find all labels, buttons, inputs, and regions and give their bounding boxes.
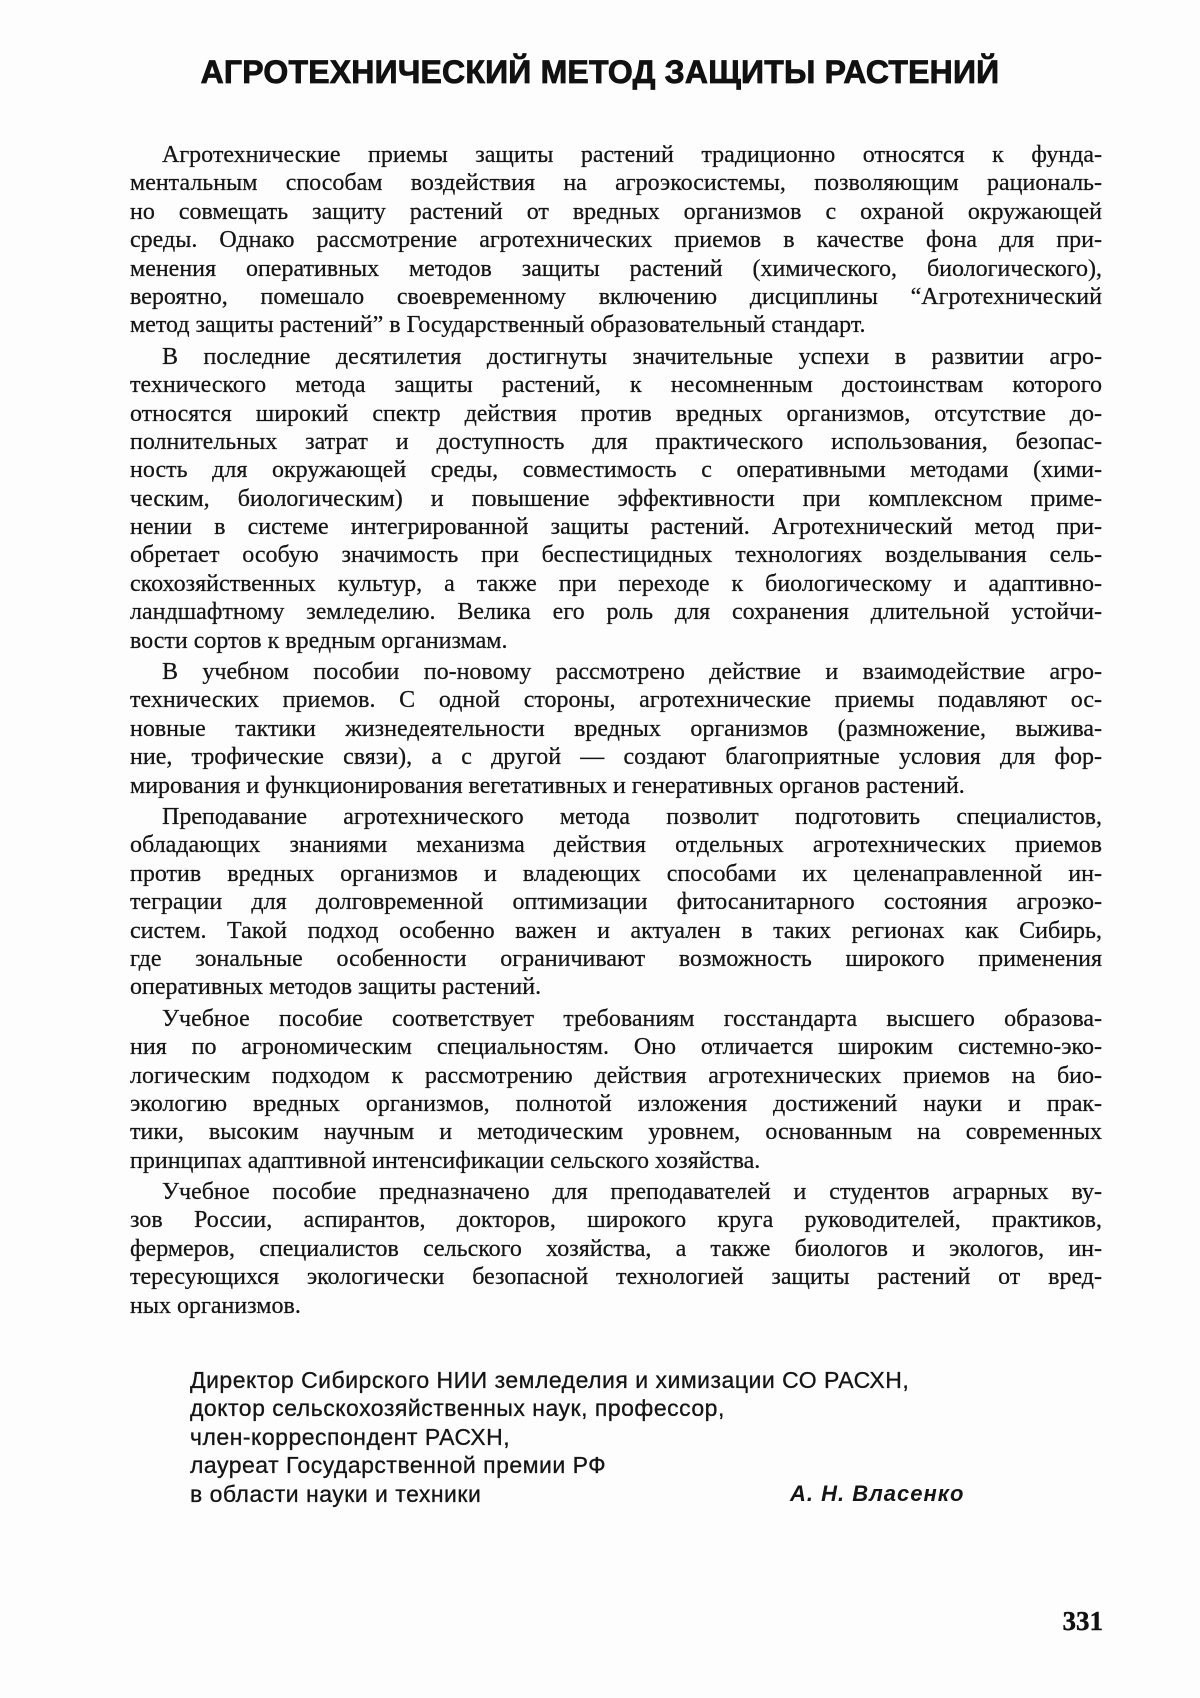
text-line: В учебном пособии по-новому рассмотрено действие и взаимодействие агро- [130, 658, 1102, 686]
text-line: относятся широкий спектр действия против вредных организмов, отсутствие до- [130, 400, 1102, 428]
text-line: логическим подходом к рассмотрению действия агротехнических приемов на био- [130, 1062, 1102, 1090]
body-text [130, 141, 1102, 1320]
text-line: ность для окружающей среды, совместимость с оперативными методами (хими- [130, 456, 1102, 484]
text-line: Учебное пособие предназначено для преподавателей и студентов аграрных ву- [130, 1178, 1102, 1206]
text-line: ния по агрономическим специальностям. Оно отличается широким системно-эко- [130, 1033, 1102, 1061]
text-line: Преподавание агротехнического метода позволит подготовить специалистов, [130, 803, 1102, 831]
body-paragraph [130, 141, 1102, 340]
text-line: где зональные особенности ограничивают возможность широкого применения [130, 945, 1102, 973]
text-line: нении в системе интегрированной защиты растений. Агротехнический метод при- [130, 513, 1102, 541]
text-line: технических приемов. С одной стороны, агротехнические приемы подавляют ос- [130, 686, 1102, 714]
text-line: тики, высоким научным и методическим уровнем, основанным на современных [130, 1118, 1102, 1146]
text-line: тересующихся экологически безопасной технологией защиты растений от вред- [130, 1263, 1102, 1291]
text-line: менения оперативных методов защиты растений (химического, биологического), [130, 255, 1102, 283]
text-line: обретает особую значимость при беспестицидных технологиях возделывания сель- [130, 541, 1102, 569]
signature-line: лауреат Государственной премии РФ [190, 1451, 909, 1479]
text-line: теграции для долговременной оптимизации фитосанитарного состояния агроэко- [130, 888, 1102, 916]
text-line: ние, трофические связи), а с другой — создают благоприятные условия для фор- [130, 743, 1102, 771]
text-line: фермеров, специалистов сельского хозяйства, а также биологов и экологов, ин- [130, 1235, 1102, 1263]
text-line: против вредных организмов и владеющих способами их целенаправленной ин- [130, 860, 1102, 888]
body-paragraph [130, 803, 1102, 1002]
text-line: ческим, биологическим) и повышение эффективности при комплексном приме- [130, 485, 1102, 513]
text-line: технического метода защиты растений, к несомненным достоинствам которого [130, 371, 1102, 399]
text-line: ландшафтному земледелию. Велика его роль для сохранения длительной устойчи- [130, 598, 1102, 626]
text-line: Учебное пособие соответствует требованиям госстандарта высшего образова- [130, 1005, 1102, 1033]
text-line: зов России, аспирантов, докторов, широкого круга руководителей, практиков, [130, 1206, 1102, 1234]
document-page [0, 0, 1200, 1698]
page-title: АГРОТЕХНИЧЕСКИЙ МЕТОД ЗАЩИТЫ РАСТЕНИЙ [0, 52, 1200, 92]
text-line: новные тактики жизнедеятельности вредных организмов (размножение, выжива- [130, 715, 1102, 743]
text-line: вероятно, помешало своевременному включению дисциплины “Агротехнический [130, 283, 1102, 311]
page-number: 331 [1063, 1605, 1104, 1637]
text-line: экологию вредных организмов, полнотой изложения достижений науки и прак- [130, 1090, 1102, 1118]
text-line: принципах адаптивной интенсификации сельского хозяйства. [130, 1147, 1102, 1175]
text-line: оперативных методов защиты растений. [130, 973, 1102, 1001]
signature-line: в области науки и техники [190, 1480, 909, 1508]
body-paragraph [130, 1005, 1102, 1175]
text-line: обладающих знаниями механизма действия отдельных агротехнических приемов [130, 831, 1102, 859]
text-line: систем. Такой подход особенно важен и актуален в таких регионах как Сибирь, [130, 917, 1102, 945]
text-line: мирования и функционирования вегетативных и генеративных органов растений. [130, 772, 1102, 800]
signature-line: член-корреспондент РАСХН, [190, 1423, 909, 1451]
text-line: ментальным способам воздействия на агроэкосистемы, позволяющим рациональ- [130, 169, 1102, 197]
text-line: метод защиты растений” в Государственный образовательный стандарт. [130, 311, 1102, 339]
body-paragraph [130, 343, 1102, 655]
text-line: скохозяйственных культур, а также при переходе к биологическому и адаптивно- [130, 570, 1102, 598]
signature-line: Директор Сибирского НИИ земледелия и химизации СО РАСХН, [190, 1366, 909, 1394]
text-line: ных организмов. [130, 1292, 1102, 1320]
text-line: но совмещать защиту растений от вредных организмов с охраной окружающей [130, 198, 1102, 226]
body-paragraph [130, 658, 1102, 800]
author-name: А. Н. Власенко [790, 1480, 964, 1508]
signature-line: доктор сельскохозяйственных наук, профессор, [190, 1394, 909, 1422]
text-line: полнительных затрат и доступность для практического использования, безопас- [130, 428, 1102, 456]
text-line: В последние десятилетия достигнуты значительные успехи в развитии агро- [130, 343, 1102, 371]
text-line: среды. Однако рассмотрение агротехнических приемов в качестве фона для при- [130, 226, 1102, 254]
text-line: вости сортов к вредным организмам. [130, 627, 1102, 655]
body-paragraph [130, 1178, 1102, 1320]
text-line: Агротехнические приемы защиты растений традиционно относятся к фунда- [130, 141, 1102, 169]
